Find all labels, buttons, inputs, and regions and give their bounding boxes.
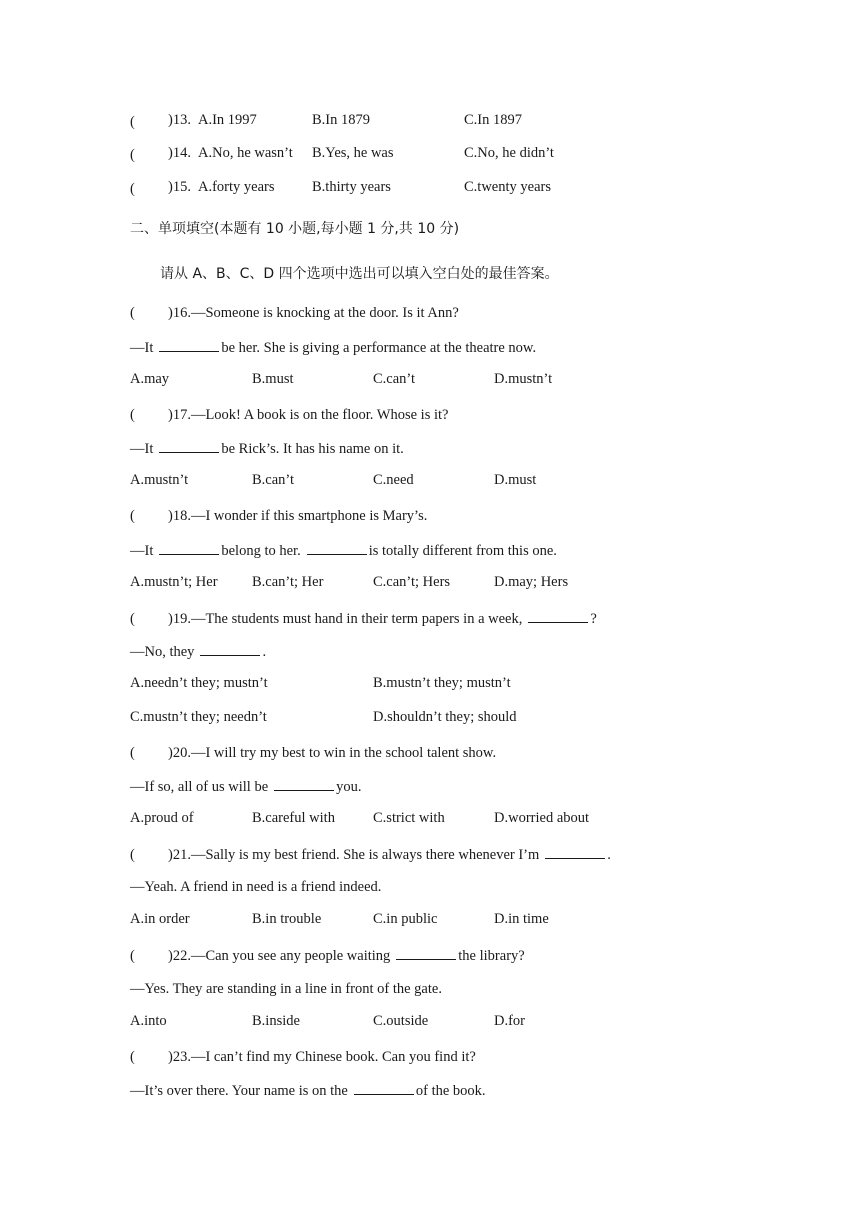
- reply-start: —It: [130, 441, 154, 457]
- question-stem: )17.—Look! A book is on the floor. Whose is it?: [168, 407, 449, 423]
- option-a: A.No, he wasn’t: [198, 145, 293, 161]
- answer-line: [130, 438, 404, 459]
- question-stem: )18.—I wonder if this smartphone is Mary’s.: [168, 508, 428, 524]
- question-stem: )23.—I can’t find my Chinese book. Can you find it?: [168, 1049, 476, 1065]
- question-stem: )20.—I will try my best to win in the school talent show.: [168, 745, 497, 761]
- option-c: C.In 1897: [464, 112, 522, 128]
- blank: [159, 337, 219, 352]
- reply-end: of the book.: [415, 1083, 486, 1099]
- answer-paren: (: [130, 147, 135, 163]
- answer-paren: (: [130, 508, 135, 524]
- question-number: )13.: [168, 112, 191, 128]
- blank: [307, 540, 367, 555]
- option-d: D.may; Hers: [494, 574, 569, 590]
- option-b: B.In 1879: [312, 112, 370, 128]
- option-a: A.in order: [130, 911, 190, 927]
- answer-paren: (: [130, 1049, 135, 1065]
- option-b: B.in trouble: [252, 911, 322, 927]
- answer-paren: (: [130, 948, 135, 964]
- answer-paren: (: [130, 407, 135, 423]
- answer-paren: (: [130, 114, 135, 130]
- option-a: A.into: [130, 1013, 167, 1029]
- question-21: [130, 844, 611, 865]
- reply-end: .: [262, 644, 267, 660]
- question-16: [130, 303, 459, 323]
- question-15: [130, 179, 168, 199]
- option-d: D.for: [494, 1013, 526, 1029]
- answer-paren: (: [130, 305, 135, 321]
- blank: [200, 641, 260, 656]
- option-b: B.careful with: [252, 810, 335, 826]
- blank: [545, 844, 605, 859]
- option-c: C.strict with: [373, 810, 445, 826]
- answer-paren: (: [130, 745, 135, 761]
- answer-line: [130, 1080, 486, 1101]
- reply-start: —It: [130, 340, 154, 356]
- question-19: [130, 608, 597, 629]
- option-c: C.can’t: [373, 371, 416, 387]
- reply-start: —No, they: [130, 644, 195, 660]
- option-b: B.can’t; Her: [252, 574, 324, 590]
- section-heading: 二、单项填空(本题有 10 小题,每小题 1 分,共 10 分): [130, 221, 460, 237]
- reply-end: be Rick’s. It has his name on it.: [221, 441, 404, 457]
- blank: [354, 1080, 414, 1095]
- answer-line: [130, 540, 557, 561]
- option-c: C.outside: [373, 1013, 429, 1029]
- reply-end: you.: [336, 779, 362, 795]
- reply-start: —It: [130, 543, 154, 559]
- option-a: A.forty years: [198, 179, 275, 195]
- option-c: C.twenty years: [464, 179, 551, 195]
- answer-paren: (: [130, 181, 135, 197]
- reply-start: —It’s over there. Your name is on the: [130, 1083, 348, 1099]
- option-c: C.can’t; Hers: [373, 574, 451, 590]
- question-20: [130, 743, 496, 763]
- option-b: B.Yes, he was: [312, 145, 394, 161]
- option-a: A.mustn’t: [130, 472, 189, 488]
- blank: [159, 438, 219, 453]
- answer-line: [130, 776, 362, 797]
- option-d: D.in time: [494, 911, 549, 927]
- question-17: [130, 405, 448, 425]
- option-a: A.needn’t they; mustn’t: [130, 675, 268, 691]
- option-c: C.mustn’t they; needn’t: [130, 709, 267, 725]
- option-d: D.worried about: [494, 810, 590, 826]
- question-number: )14.: [168, 145, 191, 161]
- blank: [396, 945, 456, 960]
- answer-line: —Yeah. A friend in need is a friend indeed.: [130, 879, 382, 895]
- question-23: [130, 1047, 476, 1067]
- answer-line: —Yes. They are standing in a line in front of the gate.: [130, 981, 442, 997]
- option-b: B.can’t: [252, 472, 295, 488]
- blank: [159, 540, 219, 555]
- option-c: C.No, he didn’t: [464, 145, 554, 161]
- option-a: A.may: [130, 371, 170, 387]
- reply-end: is totally different from this one.: [368, 543, 557, 559]
- reply-end: be her. She is giving a performance at the theatre now.: [221, 340, 537, 356]
- option-c: C.need: [373, 472, 414, 488]
- option-d: D.must: [494, 472, 537, 488]
- question-stem: )19.—The students must hand in their term papers in a week,: [168, 611, 523, 627]
- question-13: [130, 112, 168, 132]
- answer-paren: (: [130, 847, 135, 863]
- question-stem: )22.—Can you see any people waiting: [168, 948, 391, 964]
- stem-end: ?: [590, 611, 597, 627]
- stem-end: .: [607, 847, 611, 863]
- blank: [528, 608, 588, 623]
- option-d: D.mustn’t: [494, 371, 553, 387]
- question-number: )15.: [168, 179, 191, 195]
- reply-start: —If so, all of us will be: [130, 779, 269, 795]
- option-b: B.mustn’t they; mustn’t: [373, 675, 511, 691]
- option-b: B.must: [252, 371, 294, 387]
- option-a: A.proud of: [130, 810, 194, 826]
- option-a: A.mustn’t; Her: [130, 574, 218, 590]
- question-stem: )21.—Sally is my best friend. She is always there whenever I’m: [168, 847, 540, 863]
- question-22: [130, 945, 525, 966]
- answer-line: [130, 337, 536, 358]
- reply-middle: belong to her.: [221, 543, 301, 559]
- question-stem: )16.—Someone is knocking at the door. Is it Ann?: [168, 305, 459, 321]
- stem-end: the library?: [458, 948, 525, 964]
- option-b: B.inside: [252, 1013, 300, 1029]
- option-b: B.thirty years: [312, 179, 391, 195]
- option-a: A.In 1997: [198, 112, 257, 128]
- answer-paren: (: [130, 611, 135, 627]
- blank: [274, 776, 334, 791]
- answer-line: [130, 641, 266, 662]
- question-18: [130, 506, 427, 526]
- section-instruction: 请从 A、B、C、D 四个选项中选出可以填入空白处的最佳答案。: [160, 266, 559, 282]
- option-d: D.shouldn’t they; should: [373, 709, 517, 725]
- option-c: C.in public: [373, 911, 438, 927]
- question-14: [130, 145, 168, 165]
